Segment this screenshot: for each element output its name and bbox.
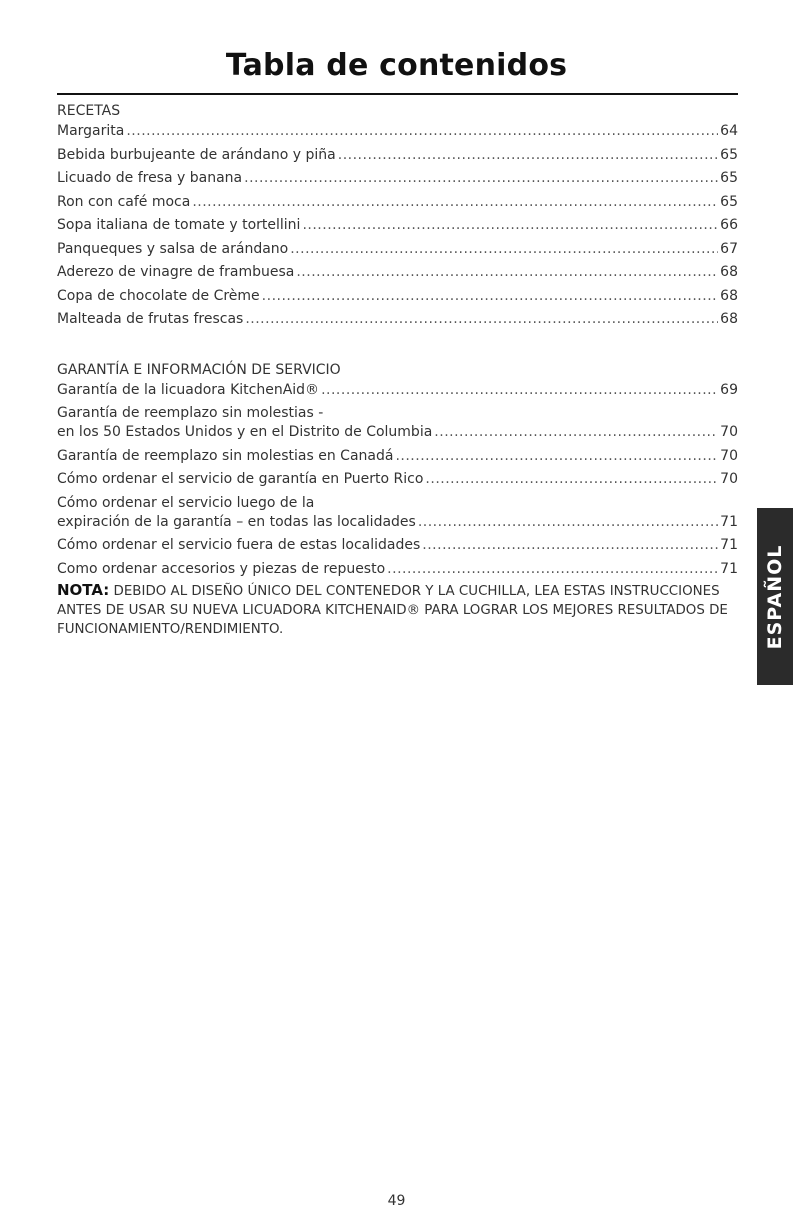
dot-leader [192, 193, 718, 212]
toc-entry-label: Aderezo de vinagre de frambuesa [57, 264, 295, 280]
toc-entry-label: en los 50 Estados Unidos y en el Distrito de Columbia [57, 424, 433, 440]
dot-leader [296, 263, 718, 282]
toc-entry[interactable] [57, 447, 738, 466]
toc-entry[interactable] [57, 146, 738, 165]
language-side-tab-label: ESPAÑOL [764, 544, 786, 649]
note-paragraph [57, 581, 747, 639]
dot-leader [321, 381, 718, 400]
dot-leader [245, 310, 718, 329]
toc-page-number: 67 [720, 240, 738, 257]
toc-entry-label: Licuado de fresa y banana [57, 170, 243, 186]
toc-page-number: 68 [720, 264, 738, 280]
toc-entry[interactable] [57, 169, 738, 188]
toc-entry-label: Como ordenar accesorios y piezas de repuesto [57, 560, 386, 577]
toc-page-number: 68 [720, 287, 738, 304]
toc-page-number: 70 [720, 424, 738, 440]
toc-page-number: 71 [720, 513, 738, 530]
toc-page-number: 70 [720, 447, 738, 464]
toc-entry-label: Garantía de la licuadora KitchenAid® [57, 381, 320, 398]
toc-entry-label: expiración de la garantía – en todas las localidades [57, 513, 416, 530]
toc-entry-label: Ron con café moca [57, 193, 191, 210]
toc-entry[interactable] [57, 263, 738, 282]
note-label: NOTA: [57, 581, 110, 599]
toc-entry [57, 513, 738, 532]
toc-entry[interactable] [57, 216, 738, 235]
dot-leader [302, 216, 718, 235]
toc-entry[interactable] [57, 122, 738, 141]
toc-entry-label-line1: Cómo ordenar el servicio luego de la [57, 494, 315, 511]
dot-leader [290, 240, 718, 259]
dot-leader [418, 513, 718, 532]
toc-entry-label: Margarita [57, 123, 125, 139]
toc-page-number: 71 [720, 537, 738, 553]
toc-page-number: 64 [720, 123, 738, 139]
section-heading-garantia: GARANTÍA E INFORMACIÓN DE SERVICIO [57, 361, 341, 378]
toc-entry[interactable] [57, 240, 738, 259]
toc-entry-label-line1: Garantía de reemplazo sin molestias - [57, 405, 324, 421]
dot-leader [126, 122, 718, 141]
toc-page-number: 66 [720, 217, 738, 233]
toc-entry[interactable] [57, 470, 738, 489]
dot-leader [422, 536, 718, 555]
section-heading-recetas: RECETAS [57, 103, 121, 119]
toc-entry[interactable] [57, 381, 738, 400]
dot-leader [425, 470, 718, 489]
dot-leader [395, 447, 718, 466]
page-number: 49 [387, 1193, 406, 1209]
dot-leader [387, 560, 718, 579]
toc-entry[interactable] [57, 193, 738, 212]
toc-page-number: 71 [720, 560, 738, 577]
dot-leader [338, 146, 718, 165]
toc-page-number: 69 [720, 381, 738, 398]
toc-page-number: 65 [720, 170, 738, 186]
toc-page-number: 65 [720, 193, 738, 210]
toc-entry [57, 423, 738, 442]
toc-page-number: 70 [720, 471, 738, 487]
toc-entry-label: Cómo ordenar el servicio de garantía en Puerto Rico [57, 471, 424, 487]
title-rule [57, 93, 738, 95]
toc-entry-label: Panqueques y salsa de arándano [57, 240, 289, 257]
toc-page-number: 68 [720, 311, 738, 327]
section-gap [57, 334, 738, 359]
toc-entry-two-line[interactable] [57, 404, 738, 442]
toc-page-number: 65 [720, 146, 738, 163]
toc-entry[interactable] [57, 287, 738, 306]
toc-entry-two-line[interactable] [57, 494, 738, 532]
toc-entry-label: Cómo ordenar el servicio fuera de estas localidades [57, 537, 421, 553]
language-side-tab [757, 508, 793, 685]
page-title: Tabla de contenidos [225, 48, 568, 83]
dot-leader [262, 287, 719, 306]
toc-entry-label: Garantía de reemplazo sin molestias en Canadá [57, 447, 394, 464]
toc-entry-label: Copa de chocolate de Crème [57, 287, 260, 304]
toc-entry[interactable] [57, 560, 738, 579]
note-text: DEBIDO AL DISEÑO ÚNICO DEL CONTENEDOR Y LA CUCHILLA, LEA ESTAS INSTRUCCIONES ANTES DE USAR SU NUEVA LICUADORA KITCHENAID® PARA LOGRAR LOS MEJORES RESULTADOS DE FUNCIONAMIENTO/RENDIMIENTO. [57, 584, 728, 637]
toc-entry-label: Malteada de frutas frescas [57, 311, 244, 327]
toc-entry[interactable] [57, 310, 738, 329]
toc-entry-label: Bebida burbujeante de arándano y piña [57, 146, 336, 163]
dot-leader [244, 169, 718, 188]
toc-content [57, 100, 738, 639]
dot-leader [434, 423, 718, 442]
toc-entry[interactable] [57, 536, 738, 555]
toc-entry-label: Sopa italiana de tomate y tortellini [57, 217, 301, 233]
